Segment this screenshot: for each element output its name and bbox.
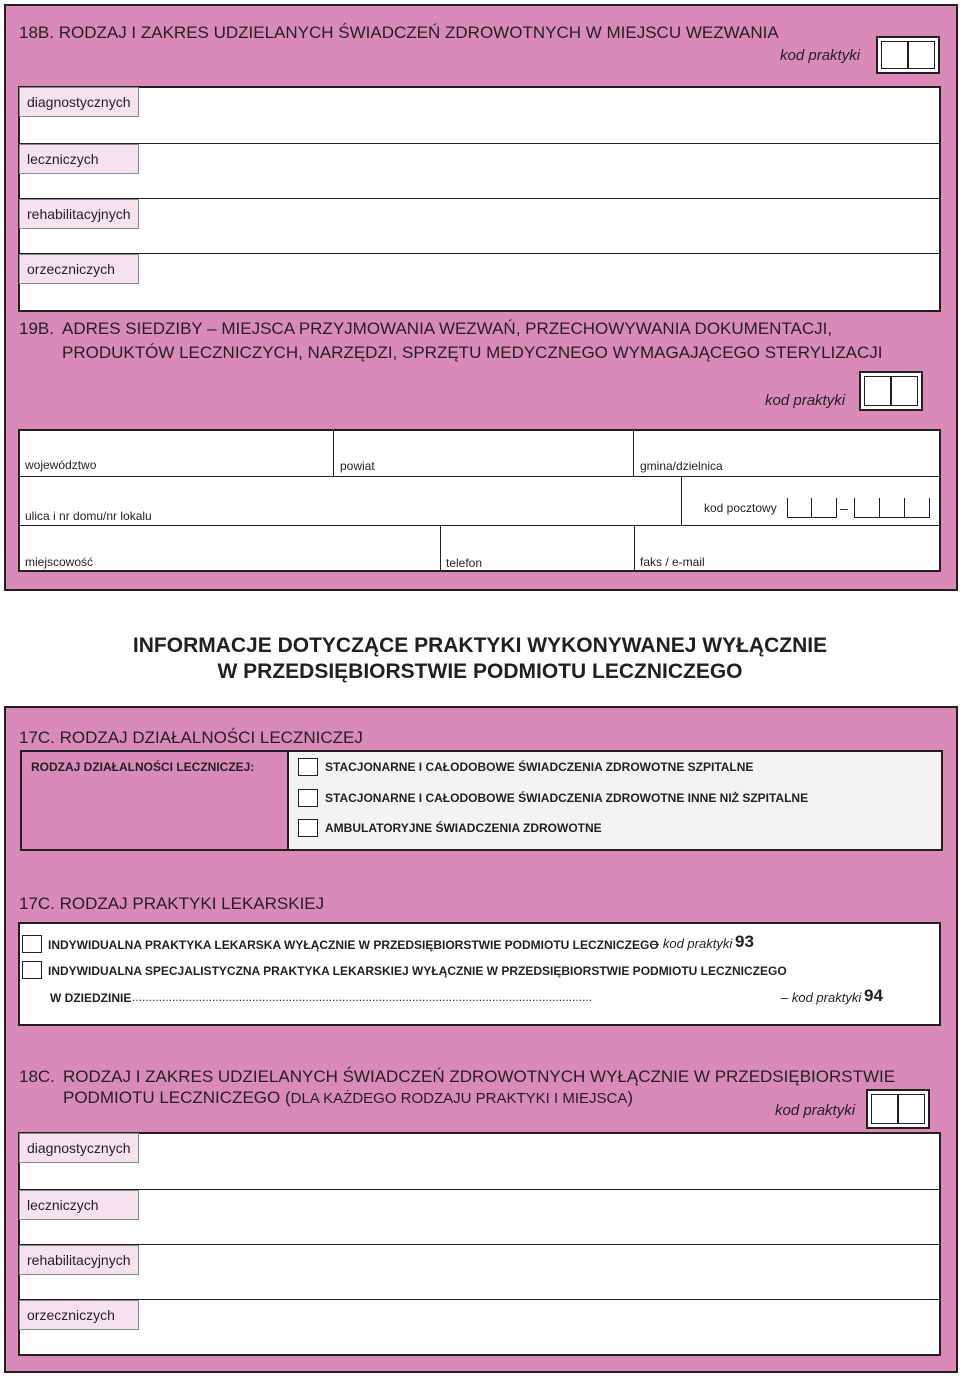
kod-praktyki-input[interactable] [866,1089,930,1129]
label-orzeczniczych: orzeczniczych [19,254,139,284]
powiat-label: powiat [340,459,375,473]
kod-praktyki-label: kod praktyki [780,47,861,64]
telefon-label: telefon [446,556,483,570]
kod-pocztowy-label: kod pocztowy [704,501,777,515]
field-diagnostycznych[interactable] [140,88,940,142]
postal-digit-divider [811,498,812,518]
wojewodztwo-label: województwo [25,458,97,472]
field-rehabilitacyjnych[interactable] [140,200,940,252]
ulica-label: ulica i nr domu/nr lokalu [25,509,152,523]
practice-option-94-label: INDYWIDUALNA SPECJALISTYCZNA PRAKTYKA LEKARSKIEJ WYŁĄCZNIE W PRZEDSIĘBIORSTWIE PODMIOTU LECZNICZEGO [48,964,787,978]
practice-option-93-number: 93 [735,932,754,951]
postal-digit-divider [904,498,905,518]
info-heading-line1: INFORMACJE DOTYCZĄCE PRAKTYKI WYKONYWANEJ WYŁĄCZNIE [132,634,828,657]
row-divider [19,1244,940,1245]
activity-option-3-checkbox[interactable] [298,819,318,837]
activity-type-label: RODZAJ DZIAŁALNOŚCI LECZNICZEJ: [31,760,255,774]
section-19b-title-line1: ADRES SIEDZIBY – MIEJSCA PRZYJMOWANIA WEZWAŃ, PRZECHOWYWANIA DOKUMENTACJI, [62,319,833,338]
row-divider [19,1189,940,1190]
faks-email-label: faks / e-mail [640,555,705,569]
section-18c-number: 18C. [19,1067,55,1086]
label-diagnostycznych: diagnostycznych [19,87,139,117]
info-heading-line2: W PRZEDSIĘBIORSTWIE PODMIOTU LECZNICZEGO [217,660,743,683]
section-19b-title-line2: PRODUKTÓW LECZNICZYCH, NARZĘDZI, SPRZĘTU MEDYCZNEGO WYMAGAJĄCEGO STERYLIZACJI [62,343,883,362]
field-orzeczniczych[interactable] [140,255,940,309]
label-orzeczniczych: orzeczniczych [19,1300,139,1330]
kod-praktyki-input[interactable] [859,371,923,411]
specialty-input[interactable]: .......................................................................................................................................... [132,990,593,1004]
section-17c-activity-title: 17C. RODZAJ DZIAŁALNOŚCI LECZNICZEJ [19,728,363,747]
activity-option-1-label: STACJONARNE I CAŁODOBOWE ŚWIADCZENIA ZDROWOTNE SZPITALNE [325,760,754,774]
label-rehabilitacyjnych: rehabilitacyjnych [19,1245,139,1275]
miejscowosc-label: miejscowość [25,555,94,569]
row-divider [19,253,940,254]
section-18c-title-line1: RODZAJ I ZAKRES UDZIELANYCH ŚWIADCZEŃ ZDROWOTNYCH WYŁĄCZNIE W PRZEDSIĘBIORSTWIE [63,1067,896,1086]
field-leczniczych[interactable] [140,1191,940,1243]
practice-option-93-kod: – kod praktyki [652,936,733,951]
practice-option-94-number: 94 [864,986,883,1005]
postal-code-part2[interactable] [854,498,930,518]
section-18c-title-note: DLA KAŻDEGO RODZAJU PRAKTYKI I MIEJSCA [290,1090,628,1107]
activity-option-3-label: AMBULATORYJNE ŚWIADCZENIA ZDROWOTNE [325,821,602,835]
gmina-label: gmina/dzielnica [640,459,723,473]
section-18c-title-line2: PODMIOTU LECZNICZEGO (DLA KAŻDEGO RODZAJU PRAKTYKI I MIEJSCA) [63,1088,634,1107]
label-diagnostycznych: diagnostycznych [19,1133,139,1163]
practice-option-93-label: INDYWIDUALNA PRAKTYKA LEKARSKA WYŁĄCZNIE W PRZEDSIĘBIORSTWIE PODMIOTU LECZNICZEGO [48,938,659,952]
field-diagnostycznych[interactable] [140,1134,940,1188]
activity-option-2-label: STACJONARNE I CAŁODOBOWE ŚWIADCZENIA ZDROWOTNE INNE NIŻ SZPITALNE [325,791,809,805]
practice-option-94-kod: – kod praktyki [781,990,862,1005]
section-18b-title: 18B. RODZAJ I ZAKRES UDZIELANYCH ŚWIADCZEŃ ZDROWOTNYCH W MIEJSCU WEZWANIA [19,23,779,42]
activity-option-1-checkbox[interactable] [298,758,318,776]
label-leczniczych: leczniczych [19,1190,139,1220]
field-leczniczych[interactable] [140,145,940,197]
specialty-label: W DZIEDZINIE [50,991,132,1005]
activity-option-2-checkbox[interactable] [298,789,318,807]
row-divider [19,143,940,144]
kod-praktyki-label: kod praktyki [765,392,846,409]
row-divider [19,198,940,199]
label-rehabilitacyjnych: rehabilitacyjnych [19,199,139,229]
kod-praktyki-input[interactable] [876,36,940,74]
practice-option-94-checkbox[interactable] [22,961,42,979]
label-leczniczych: leczniczych [19,144,139,174]
section-17c-practice-title: 17C. RODZAJ PRAKTYKI LEKARSKIEJ [19,894,325,913]
field-orzeczniczych[interactable] [140,1301,940,1354]
kod-praktyki-label: kod praktyki [775,1102,856,1119]
postal-code-part1[interactable] [787,498,837,518]
practice-option-93-checkbox[interactable] [22,935,42,953]
row-divider [19,1299,940,1300]
powiat-field[interactable] [333,429,634,477]
section-19b-number: 19B. [19,319,54,338]
postal-digit-divider [879,498,880,518]
postal-dash: – [840,500,848,516]
field-rehabilitacyjnych[interactable] [140,1246,940,1298]
